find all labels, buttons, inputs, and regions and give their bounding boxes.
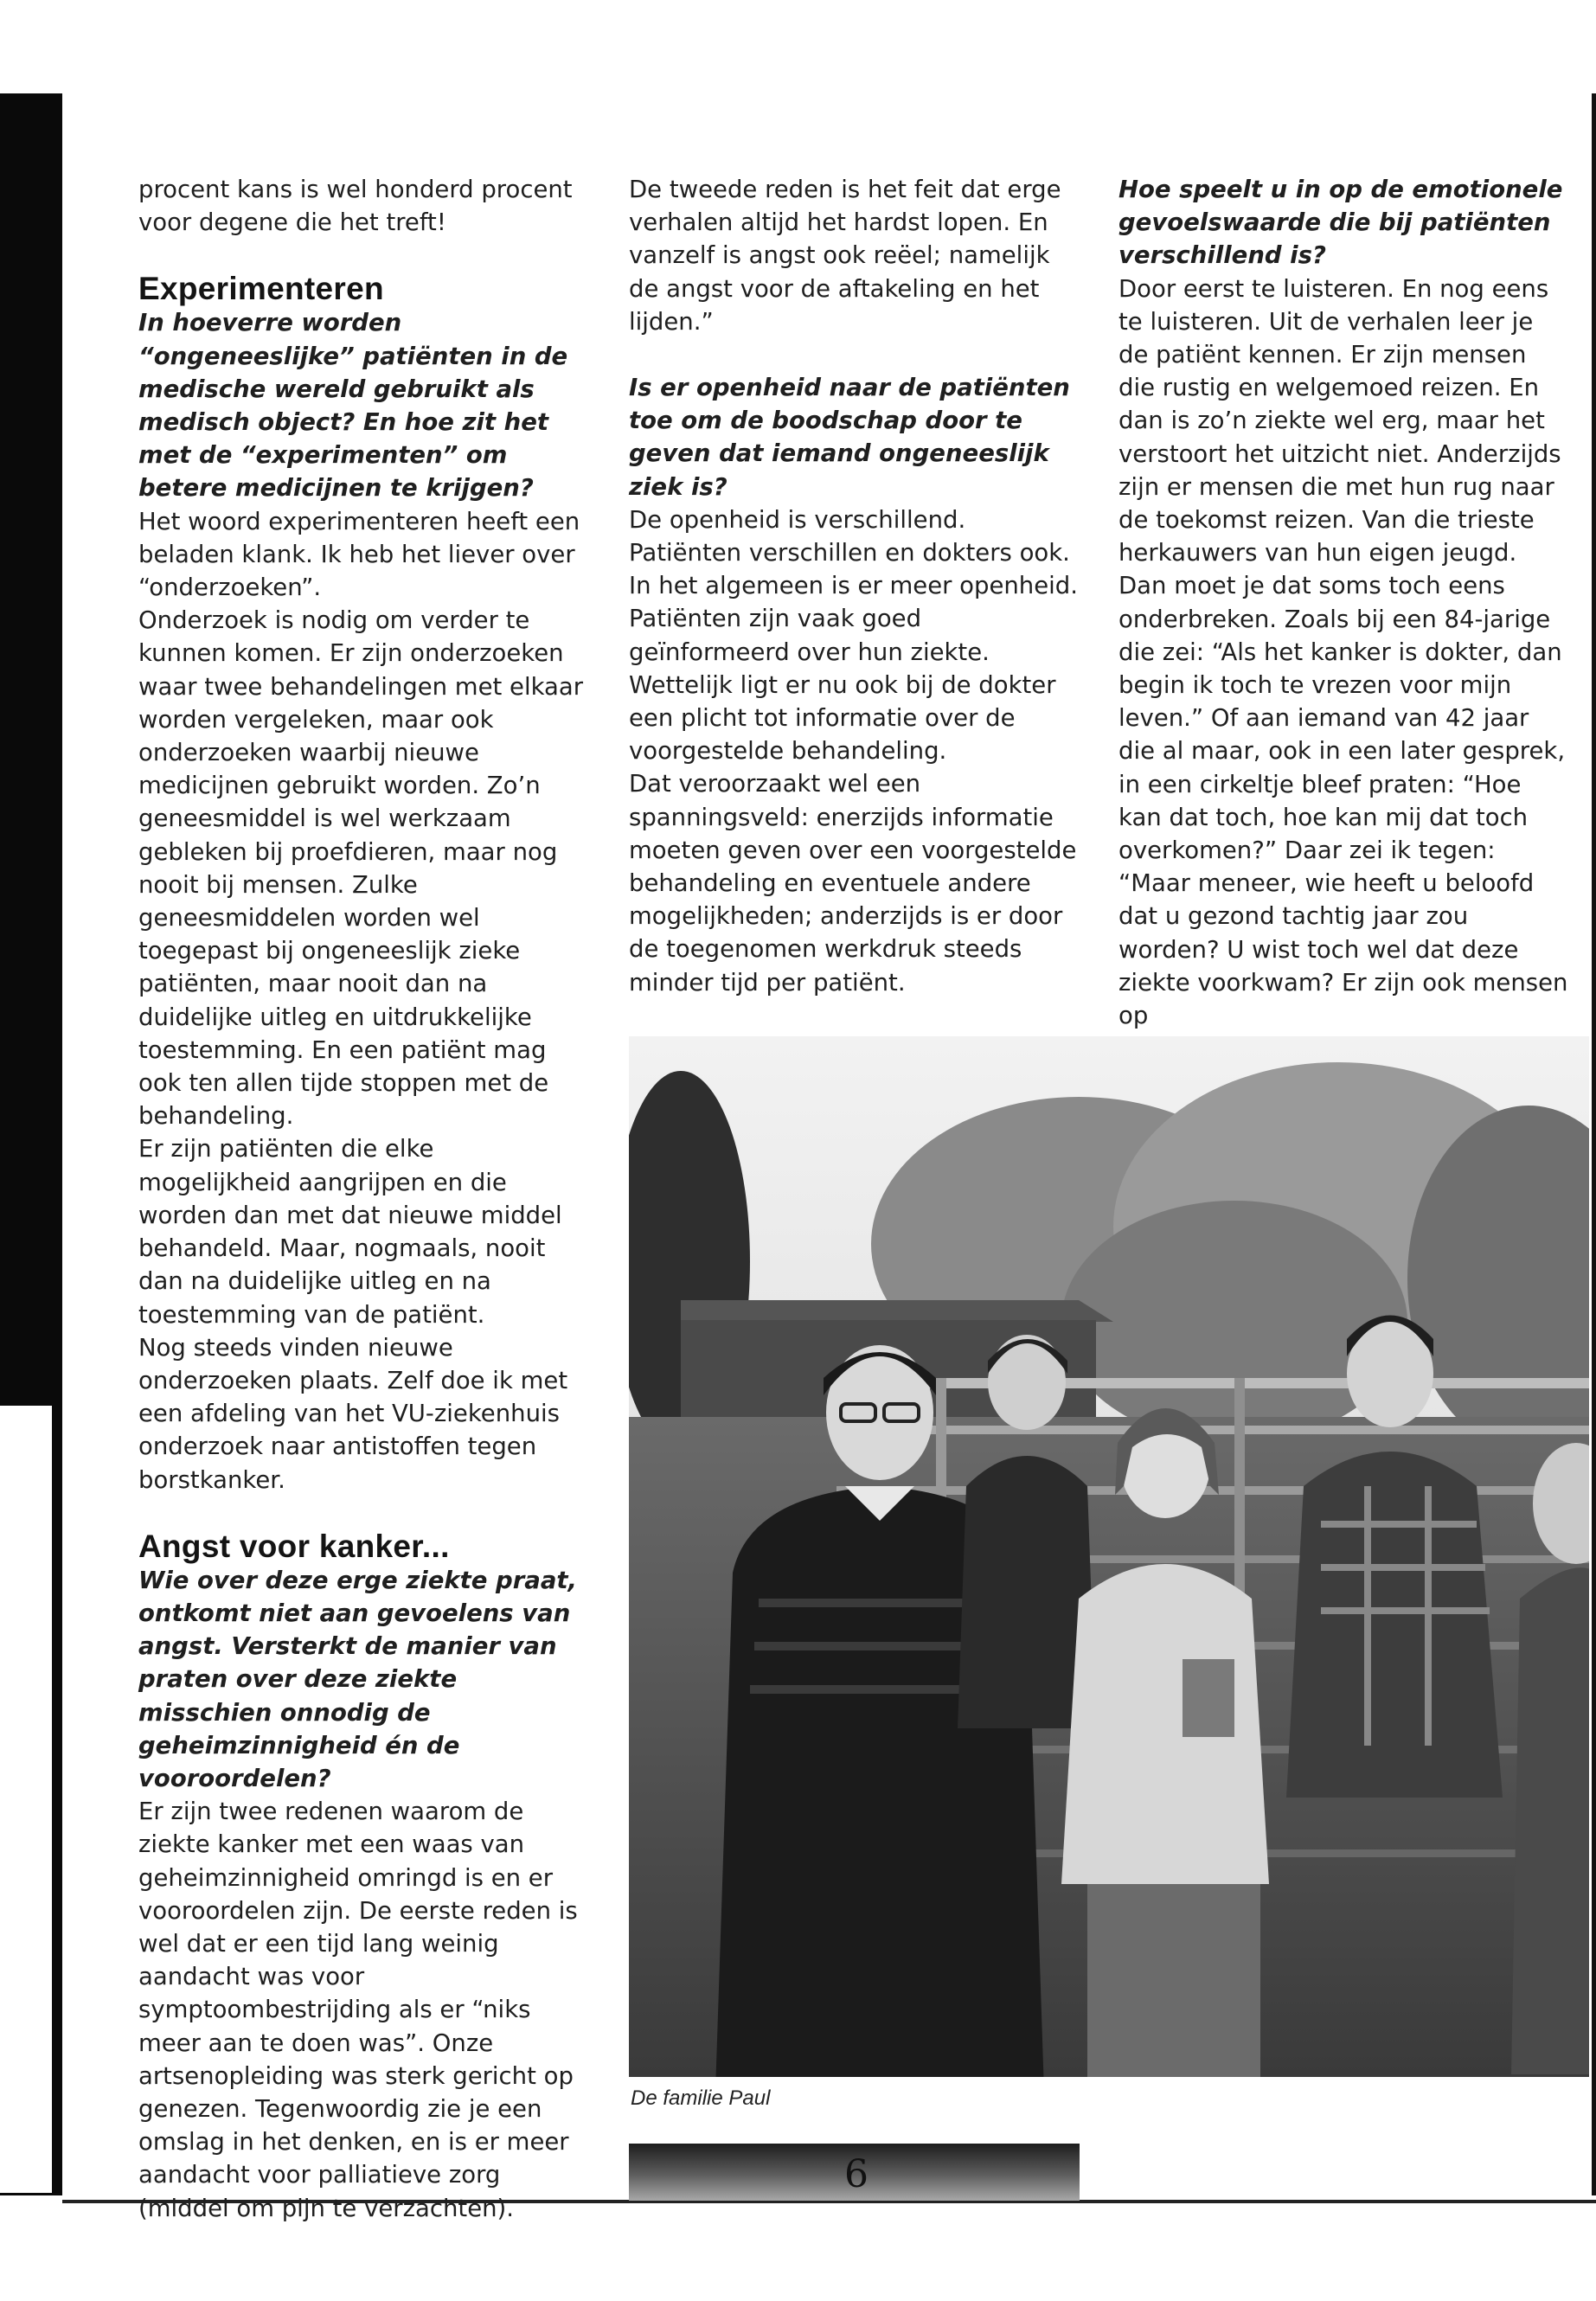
- paragraph: Patiënten zijn vaak goed geïnformeerd over hun ziekte. Wettelijk ligt er nu ook bij de dokter een plicht tot informatie over de voorgestelde behandeling.: [629, 605, 1056, 766]
- heading-experimenteren: Experimenteren: [138, 271, 384, 307]
- paragraph: Dat veroorzaakt wel een spanningsveld: enerzijds informatie moeten geven over een voorgestelde behandeling en eventuele andere mogelijkheden; anderzijds is er door de toegenomen werkdruk steeds minder tijd per patiënt.: [629, 770, 1077, 997]
- intro-text: procent kans is wel honderd procent voor degene die het treft!: [138, 176, 573, 237]
- column-3: [1118, 173, 1568, 1032]
- paragraph: Er zijn patiënten die elke mogelijkheid aangrijpen en die worden dan met dat nieuwe middel behandeld. Maar, nogmaals, nooit dan na duidelijke uitleg en na toestemming van de patiënt.: [138, 1135, 562, 1329]
- question-openheid: Is er openheid naar de patiënten toe om de boodschap door te geven dat iemand ongeneeslijk ziek is?: [629, 374, 1070, 501]
- paragraph: Nog steeds vinden nieuwe onderzoeken plaats. Zelf doe ik met een afdeling van het VU-ziekenhuis onderzoek naar antistoffen tegen borstkanker.: [138, 1333, 568, 1494]
- answer-emotioneel: Door eerst te luisteren. En nog eens te luisteren. Uit de verhalen leer je de patiënt kennen. Er zijn mensen die rustig en welgemoed reizen. En dan is zo’n ziekte wel erg, maar het verstoort het uitzicht niet. Anderzijds zijn er mensen die met hun rug naar de toekomst reizen. Van die trieste herkauwers van hun eigen jeugd. Dan moet je dat soms toch eens onderbreken. Zoals bij een 84-jarige die zei: “Als het kanker is dokter, dan begin ik toch te vrezen voor mijn leven.” Of aan iemand van 42 jaar die al maar, ook in een later gesprek, in een cirkeltje bleef praten: “Hoe kan dat toch, hoe kan mij dat toch overkomen?” Daar zei ik tegen: “Maar meneer, wie heeft u beloofd dat u gezond tachtig jaar zou worden? U wist toch wel dat deze ziekte voorkwam? Er zijn ook mensen op: [1118, 274, 1568, 1030]
- scan-border-left-gap: [0, 1406, 52, 2193]
- photo-caption: De familie Paul: [631, 2086, 771, 2110]
- paragraph: Het woord experimenteren heeft een beladen klank. Ik heb het liever over “onderzoeken”.: [138, 507, 580, 602]
- page-number: 6: [844, 2152, 869, 2196]
- paragraph: De tweede reden is het feit dat erge verhalen altijd het hardst lopen. En vanzelf is angst ook reëel; namelijk de angst voor de aftakeling en het lijden.”: [629, 176, 1061, 336]
- paragraph: De openheid is verschillend. Patiënten verschillen en dokters ook. In het algemeen is er meer openheid.: [629, 505, 1078, 600]
- family-photo-illustration: [629, 1036, 1589, 2077]
- question-emotioneel: Hoe speelt u in op de emotionele gevoelswaarde die bij patiënten verschillend is?: [1118, 176, 1563, 270]
- question-experimenteren: In hoeverre worden “ongeneeslijke” patiënten in de medische wereld gebruikt als medisch object? En hoe zit het met de “experimenten” om betere medicijnen te krijgen?: [138, 309, 568, 503]
- column-2: [629, 173, 1079, 999]
- column-1: [138, 173, 593, 2225]
- paragraph: Onderzoek is nodig om verder te kunnen komen. Er zijn onderzoeken waar twee behandelingen met elkaar worden vergeleken, maar ook onderzoeken waarbij nieuwe medicijnen gebruikt worden. Zo’n geneesmiddel is wel werkzaam gebleken bij proefdieren, maar nog nooit bij mensen. Zulke geneesmiddelen worden wel toegepast bij ongeneeslijk zieke patiënten, maar nooit dan na duidelijke uitleg en uitdrukkelijke toestemming. En een patiënt mag ook ten allen tijde stoppen met de behandeling.: [138, 606, 584, 1131]
- family-photo: [629, 1036, 1589, 2077]
- question-angst: Wie over deze erge ziekte praat, ontkomt niet aan gevoelens van angst. Versterkt de manier van praten over deze ziekte misschien onnodig de geheimzinnigheid én de vooroordelen?: [138, 1566, 577, 1792]
- answer-angst: Er zijn twee redenen waarom de ziekte kanker met een waas van geheimzinnigheid omringd is en er vooroordelen zijn. De eerste reden is wel dat er een tijd lang weinig aandacht was voor symptoombestrijding als er “niks meer aan te doen was”. Onze artsenopleiding was sterk gericht op genezen. Tegenwoordig zie je een omslag in het denken, en is er meer aandacht voor palliatieve zorg (middel om pijn te verzachten).: [138, 1798, 578, 2222]
- scan-border-right: [1592, 93, 1596, 2195]
- heading-angst: Angst voor kanker...: [138, 1528, 450, 1564]
